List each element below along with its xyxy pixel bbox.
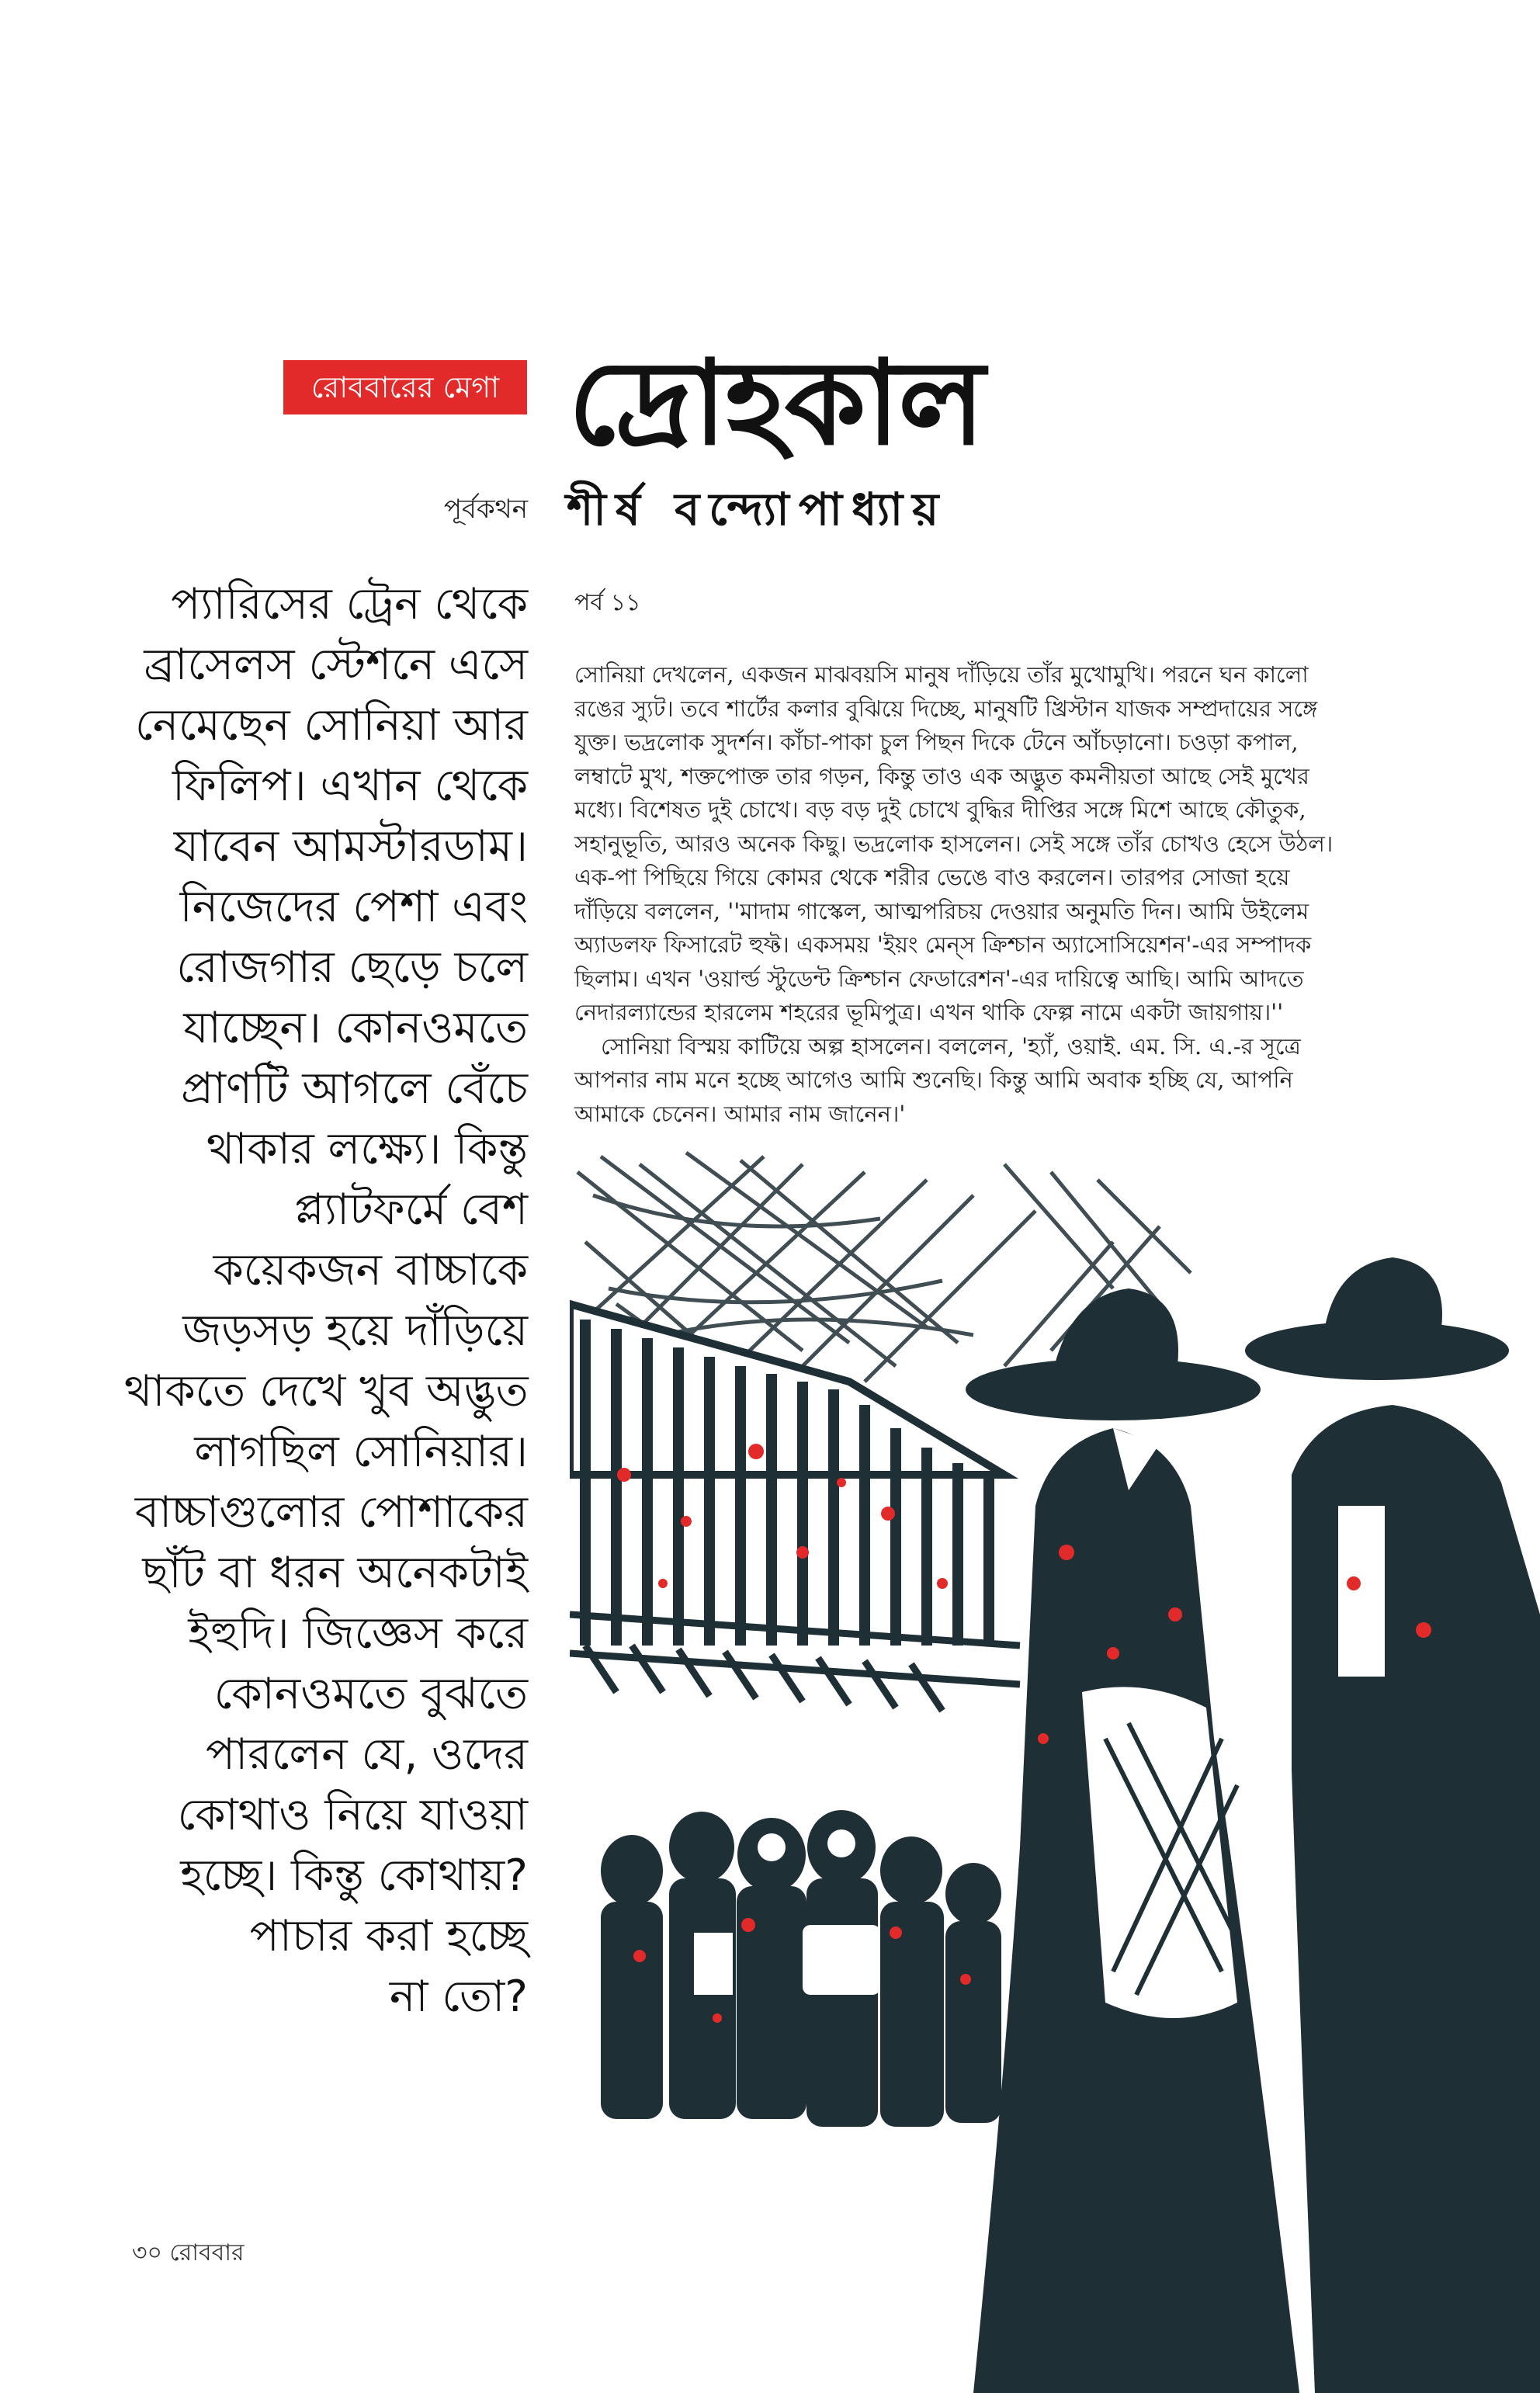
intro-line: ব্রাসেলস স্টেশনে এসে (144, 640, 528, 690)
intro-line: যাবেন আমস্টারডাম। (173, 821, 528, 872)
body-line: নেদারল্যান্ডের হারলেম শহরের ভূমিপুত্র। এখন থাকি ফেল্প নামে একটা জায়গায়।'' (574, 999, 1284, 1025)
intro-line: নিজেদের পেশা এবং (179, 882, 528, 932)
intro-line: কোথাও নিয়ে যাওয়া (177, 1790, 528, 1840)
intro-line: থাকার লক্ষ্যে। কিন্তু (206, 1124, 528, 1174)
body-line: অ্যাডলফ ফিসারেট হুফ্ট। একসময় 'ইয়ং মেন্‌স ক্রিশ্চান অ্যাসোসিয়েশন'-এর সম্পাদক (574, 931, 1312, 958)
intro-line: পাচার করা হচ্ছে (249, 1911, 528, 1961)
kicker-label: পূর্বকথন (443, 494, 528, 525)
story-body (574, 658, 1382, 1131)
intro-line: বাচ্চাগুলোর পোশাকের (134, 1487, 528, 1538)
intro-line: ইহুদি। জিজ্ঞেস করে (188, 1608, 528, 1659)
body-line: এক-পা পিছিয়ে গিয়ে কোমর থেকে শরীর ভেঙে বাও করলেন। তারপর সোজা হয়ে (574, 864, 1290, 890)
section-badge: রোববারের মেগা (283, 360, 527, 414)
intro-line: রোজগার ছেড়ে চলে (176, 942, 528, 993)
body-line: ছিলাম। এখন 'ওয়ার্ল্ড স্টুডেন্ট ক্রিশ্চান ফেডারেশন'-এর দায়িত্বে আছি। আমি আদতে (574, 965, 1304, 992)
station-illustration (570, 1149, 1540, 2393)
body-line: লম্বাটে মুখ, শক্তপোক্ত তার গড়ন, কিন্তু তাও এক অদ্ভুত কমনীয়তা আছে সেই মুখের (574, 762, 1309, 789)
intro-line: থাকতে দেখে খুব অদ্ভুত (124, 1366, 529, 1417)
story-title: দ্রোহকাল (568, 336, 984, 471)
author-byline: শীর্ষ বন্দ্যোপাধ্যায় (567, 483, 949, 536)
intro-line: প্ল্যাটফর্মে বেশ (294, 1184, 528, 1235)
body-line: আমাকে চেনেন। আমার নাম জানেন।' (574, 1100, 906, 1127)
intro-line: প্যারিসের ট্রেন থেকে (171, 579, 528, 629)
body-line: আপনার নাম মনে হচ্ছে আগেও আমি শুনেছি। কিন্তু আমি অবাক হচ্ছি যে, আপনি (574, 1066, 1293, 1093)
intro-line: প্রাণটি আগলে বেঁচে (181, 1063, 528, 1114)
intro-line: কোনওমতে বুঝতে (213, 1669, 528, 1719)
intro-summary (124, 574, 528, 2027)
page-folio: ৩০ রোববার (132, 2239, 245, 2266)
body-line: রঙের স্যুট। তবে শার্টের কলার বুঝিয়ে দিচ্ছে, মানুষটি খ্রিস্টান যাজক সম্প্রদায়ের সঙ্গে (574, 695, 1318, 722)
intro-line: লাগছিল সোনিয়ার। (194, 1427, 528, 1477)
body-line: যুক্ত। ভদ্রলোক সুদর্শন। কাঁচা-পাকা চুল পিছন দিকে টেনে আঁচড়ানো। চওড়া কপাল, (574, 729, 1299, 755)
body-line: সোনিয়া দেখলেন, একজন মাঝবয়সি মানুষ দাঁড়িয়ে তাঁর মুখোমুখি। পরনে ঘন কালো (574, 661, 1309, 688)
intro-line: ফিলিপ। এখান থেকে (172, 761, 528, 811)
body-line: সহানুভূতি, আরও অনেক কিছু। ভদ্রলোক হাসলেন। সেই সঙ্গে তাঁর চোখও হেসে উঠল। (574, 830, 1334, 857)
body-line: মধ্যে। বিশেষত দুই চোখে। বড় বড় দুই চোখে বুদ্ধির দীপ্তির সঙ্গে মিশে আছে কৌতুক, (574, 796, 1306, 823)
intro-line: ছাঁট বা ধরন অনেকটাই (142, 1548, 528, 1598)
intro-line: পারলেন যে, ওদের (205, 1729, 528, 1780)
intro-line: কয়েকজন বাচ্চাকে (213, 1245, 528, 1295)
intro-line: যাচ্ছেন। কোনওমতে (183, 1003, 528, 1053)
intro-line: না তো? (389, 1972, 528, 2022)
part-number: পর্ব ১১ (574, 589, 641, 616)
intro-line: হচ্ছে। কিন্তু কোথায়? (180, 1850, 528, 1901)
intro-line: জড়সড় হয়ে দাঁড়িয়ে (182, 1306, 528, 1356)
intro-line: নেমেছেন সোনিয়া আর (135, 700, 528, 751)
body-line: দাঁড়িয়ে বললেন, ''মাদাম গাস্কেল, আত্মপরিচয় দেওয়ার অনুমতি দিন। আমি উইলেম (574, 897, 1309, 924)
body-line: সোনিয়া বিস্ময় কাটিয়ে অল্প হাসলেন। বললেন, 'হ্যাঁ, ওয়াই. এম. সি. এ.-র সূত্রে (601, 1032, 1301, 1060)
